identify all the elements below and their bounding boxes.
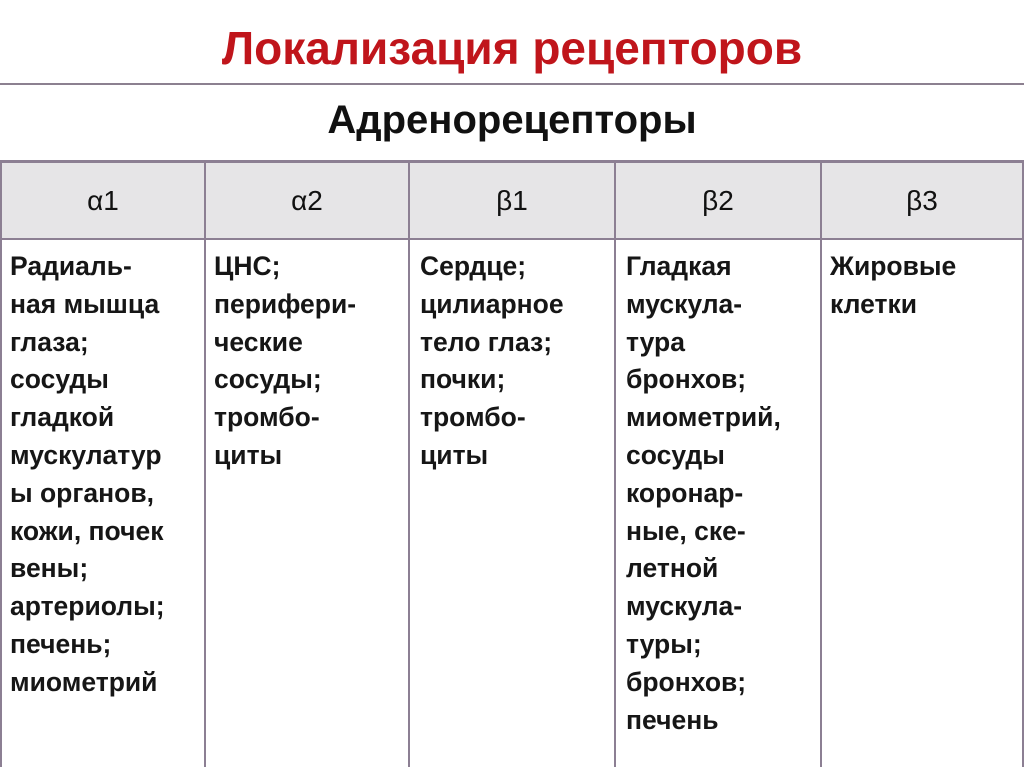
cell-alpha1-locations: Радиаль- ная мышца глаза; сосуды гладкой мускулатур ы органов, кожи, почек вены; артериолы; печень; миометрий xyxy=(10,251,165,697)
receptor-table xyxy=(0,160,1024,767)
column-divider xyxy=(408,160,410,767)
cell-beta1-locations: Сердце; цилиарное тело глаз; почки; тромбо- циты xyxy=(420,251,564,470)
cell-beta3-locations: Жировые клетки xyxy=(830,251,957,319)
header-beta2: β2 xyxy=(702,184,734,216)
header-beta3: β3 xyxy=(906,184,938,216)
column-divider xyxy=(0,160,2,767)
column-divider xyxy=(820,160,822,767)
header-alpha2: α2 xyxy=(291,184,323,216)
table-subtitle: Адренорецепторы xyxy=(327,98,697,142)
title-divider xyxy=(0,83,1024,85)
slide-title: Локализация рецепторов xyxy=(221,22,803,74)
cell-alpha2-locations: ЦНС; перифери- ческие сосуды; тромбо- циты xyxy=(214,251,357,470)
header-beta1: β1 xyxy=(496,184,528,216)
column-divider xyxy=(204,160,206,767)
column-divider xyxy=(614,160,616,767)
cell-beta2-locations: Гладкая мускула- тура бронхов; миометрий, сосуды коронар- ные, ске- летной мускула- туры; бронхов; печень xyxy=(626,251,781,735)
header-alpha1: α1 xyxy=(87,184,119,216)
